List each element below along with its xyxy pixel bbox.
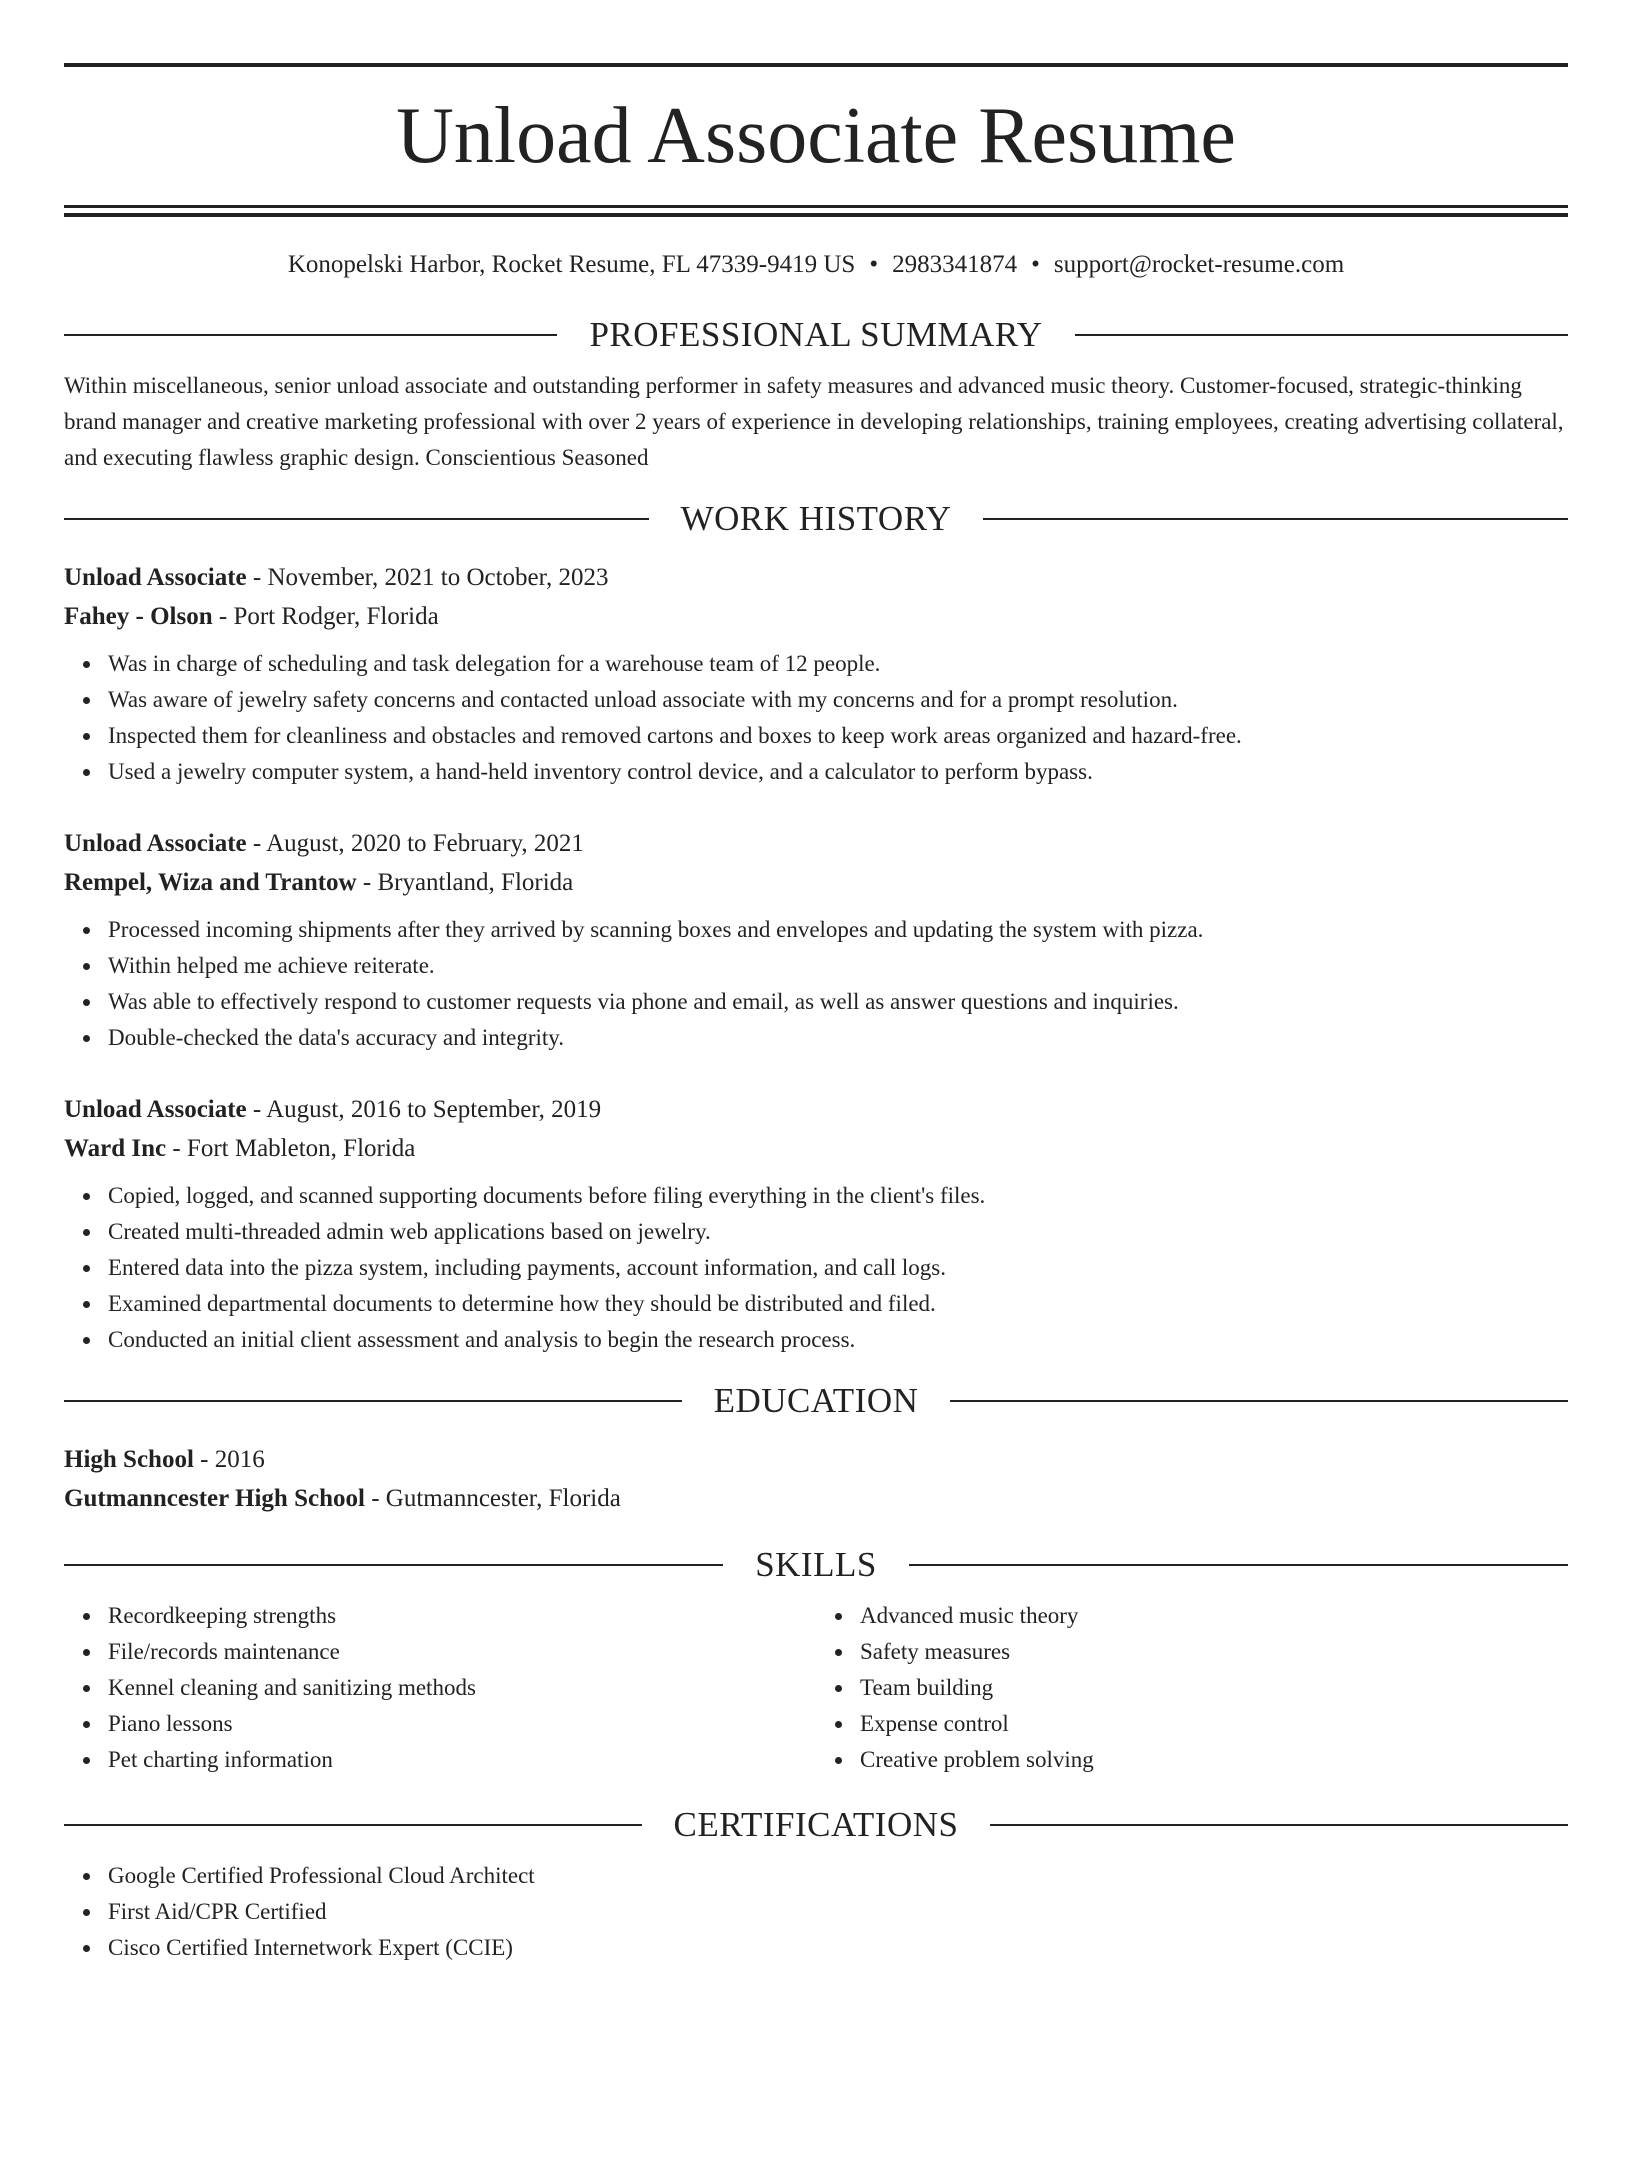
bullet-icon xyxy=(83,697,90,704)
skill-text: File/records maintenance xyxy=(108,1639,340,1664)
section-rule xyxy=(64,518,649,520)
list-item-text: Created multi-threaded admin web applications based on jewelry. xyxy=(108,1219,711,1244)
education-degree: High School xyxy=(64,1446,194,1473)
list-item xyxy=(108,912,1568,948)
list-item xyxy=(108,1894,1568,1930)
certification-text: Cisco Certified Internetwork Expert (CCIE) xyxy=(108,1935,513,1960)
list-item-text: Examined departmental documents to determine how they should be distributed and filed. xyxy=(108,1291,936,1316)
list-item xyxy=(108,1706,816,1742)
list-item xyxy=(108,1286,1568,1322)
list-item-text: Was in charge of scheduling and task delegation for a warehouse team of 12 people. xyxy=(108,651,881,676)
list-item xyxy=(860,1598,1568,1634)
bullet-icon xyxy=(83,1193,90,1200)
section-header-skills xyxy=(64,1544,1568,1586)
resume-page xyxy=(0,63,1632,2175)
list-item xyxy=(860,1742,1568,1778)
skill-text: Recordkeeping strengths xyxy=(108,1603,337,1628)
section-rule xyxy=(909,1564,1568,1566)
section-rule xyxy=(64,334,557,336)
title-double-rule xyxy=(64,205,1568,217)
bullet-icon xyxy=(83,1301,90,1308)
bullet-icon xyxy=(83,1721,90,1728)
list-item xyxy=(108,1598,816,1634)
list-item xyxy=(108,1020,1568,1056)
skill-text: Creative problem solving xyxy=(860,1747,1094,1772)
job-company: Rempel, Wiza and Trantow xyxy=(64,869,357,896)
education-location: - Gutmanncester, Florida xyxy=(371,1485,621,1512)
contact-address: Konopelski Harbor, Rocket Resume, FL 47339-9419 US xyxy=(287,251,856,278)
job-location: - Port Rodger, Florida xyxy=(218,603,439,630)
education-degree-line xyxy=(64,1440,1568,1479)
list-item xyxy=(860,1670,1568,1706)
bullet-icon xyxy=(83,927,90,934)
education-school-line xyxy=(64,1479,1568,1518)
job-company: Ward Inc xyxy=(64,1135,167,1162)
bullet-icon xyxy=(835,1649,842,1656)
bullet-icon xyxy=(835,1721,842,1728)
education-school: Gutmanncester High School xyxy=(64,1485,365,1512)
section-rule xyxy=(64,1824,642,1826)
job-location: - Bryantland, Florida xyxy=(362,869,574,896)
certifications-block xyxy=(64,1858,1568,1966)
list-item xyxy=(108,948,1568,984)
bullet-icon xyxy=(83,1873,90,1880)
skill-text: Advanced music theory xyxy=(860,1603,1079,1628)
list-item xyxy=(108,1322,1568,1358)
contact-line xyxy=(64,250,1568,280)
job-dates: - August, 2020 to February, 2021 xyxy=(252,830,584,857)
section-title-education: EDUCATION xyxy=(713,1381,919,1420)
bullet-icon xyxy=(83,733,90,740)
section-rule xyxy=(990,1824,1568,1826)
certification-text: Google Certified Professional Cloud Architect xyxy=(108,1863,535,1888)
job-entry xyxy=(64,558,1568,790)
list-item xyxy=(108,646,1568,682)
bullet-icon xyxy=(83,1613,90,1620)
skills-list xyxy=(816,1598,1568,1778)
list-item xyxy=(108,1634,816,1670)
job-title: Unload Associate xyxy=(64,830,247,857)
job-duties-list xyxy=(64,646,1568,790)
section-rule xyxy=(950,1400,1568,1402)
skill-text: Team building xyxy=(860,1675,994,1700)
bullet-icon xyxy=(835,1613,842,1620)
skills-list xyxy=(64,1598,816,1778)
list-item xyxy=(108,754,1568,790)
list-item xyxy=(108,1250,1568,1286)
education-year: - 2016 xyxy=(200,1446,265,1473)
list-item xyxy=(108,1214,1568,1250)
job-duties-list xyxy=(64,1178,1568,1358)
section-title-work: WORK HISTORY xyxy=(680,499,952,538)
job-title: Unload Associate xyxy=(64,1096,247,1123)
list-item-text: Double-checked the data's accuracy and integrity. xyxy=(108,1025,565,1050)
bullet-icon xyxy=(835,1685,842,1692)
list-item-text: Inspected them for cleanliness and obstacles and removed cartons and boxes to keep work areas organized and hazard-free. xyxy=(108,723,1242,748)
skill-text: Piano lessons xyxy=(108,1711,233,1736)
skill-text: Expense control xyxy=(860,1711,1009,1736)
bullet-icon xyxy=(83,1229,90,1236)
bullet-icon xyxy=(83,769,90,776)
section-title-summary: PROFESSIONAL SUMMARY xyxy=(589,315,1043,354)
bullet-icon xyxy=(83,1337,90,1344)
job-company-line xyxy=(64,597,1568,636)
list-item-text: Conducted an initial client assessment and analysis to begin the research process. xyxy=(108,1327,856,1352)
list-item xyxy=(860,1634,1568,1670)
contact-phone: 2983341874 xyxy=(892,251,1018,278)
bullet-icon xyxy=(83,1685,90,1692)
bullet-icon xyxy=(83,1945,90,1952)
resume-title: Unload Associate Resume xyxy=(396,92,1236,180)
contact-separator: • xyxy=(869,251,879,278)
skills-columns xyxy=(64,1598,1568,1778)
list-item xyxy=(108,1178,1568,1214)
job-company-line xyxy=(64,1129,1568,1168)
job-entry xyxy=(64,824,1568,1056)
skills-column-left xyxy=(64,1598,816,1778)
list-item-text: Used a jewelry computer system, a hand-held inventory control device, and a calculator to perform bypass. xyxy=(108,759,1093,784)
bullet-icon xyxy=(83,1909,90,1916)
section-header-certifications xyxy=(64,1804,1568,1846)
list-item xyxy=(108,1930,1568,1966)
section-rule xyxy=(64,1564,723,1566)
job-dates: - November, 2021 to October, 2023 xyxy=(252,564,609,591)
job-location: - Fort Mableton, Florida xyxy=(172,1135,416,1162)
list-item xyxy=(108,718,1568,754)
job-dates: - August, 2016 to September, 2019 xyxy=(252,1096,602,1123)
section-header-education xyxy=(64,1380,1568,1422)
bullet-icon xyxy=(83,1035,90,1042)
skills-column-right xyxy=(816,1598,1568,1778)
education-entry xyxy=(64,1440,1568,1518)
bullet-icon xyxy=(83,999,90,1006)
skill-text: Safety measures xyxy=(860,1639,1011,1664)
job-title: Unload Associate xyxy=(64,564,247,591)
job-entry xyxy=(64,1090,1568,1358)
bullet-icon xyxy=(83,1757,90,1764)
list-item xyxy=(108,1670,816,1706)
section-title-certifications: CERTIFICATIONS xyxy=(673,1805,959,1844)
list-item-text: Processed incoming shipments after they arrived by scanning boxes and envelopes and updating the system with pizza. xyxy=(108,917,1204,942)
bullet-icon xyxy=(83,661,90,668)
job-duties-list xyxy=(64,912,1568,1056)
section-title-skills: SKILLS xyxy=(755,1545,877,1584)
bullet-icon xyxy=(83,963,90,970)
list-item-text: Copied, logged, and scanned supporting documents before filing everything in the client's files. xyxy=(108,1183,986,1208)
list-item-text: Entered data into the pizza system, including payments, account information, and call logs. xyxy=(108,1255,946,1280)
summary-text: Within miscellaneous, senior unload associate and outstanding performer in safety measures and advanced music theory. Customer-focused, strategic-thinking brand manager and creative marketing professional with over 2 years of experience in developing relationships, training employees, creating advertising collateral, and executing flawless graphic design. Conscientious Seasoned xyxy=(64,373,1564,470)
bullet-icon xyxy=(83,1265,90,1272)
skill-text: Kennel cleaning and sanitizing methods xyxy=(108,1675,476,1700)
bullet-icon xyxy=(83,1649,90,1656)
section-rule xyxy=(983,518,1568,520)
list-item-text: Was aware of jewelry safety concerns and contacted unload associate with my concerns and for a prompt resolution. xyxy=(108,687,1178,712)
job-company-line xyxy=(64,863,1568,902)
contact-email: support@rocket-resume.com xyxy=(1053,251,1345,278)
certification-text: First Aid/CPR Certified xyxy=(108,1899,327,1924)
certifications-list xyxy=(64,1858,1568,1966)
job-company: Fahey - Olson xyxy=(64,603,213,630)
contact-separator: • xyxy=(1031,251,1040,278)
list-item xyxy=(108,984,1568,1020)
list-item xyxy=(108,1858,1568,1894)
list-item xyxy=(108,682,1568,718)
bullet-icon xyxy=(835,1757,842,1764)
section-header-work xyxy=(64,498,1568,540)
skill-text: Pet charting information xyxy=(108,1747,333,1772)
list-item xyxy=(860,1706,1568,1742)
section-rule xyxy=(64,1400,682,1402)
list-item xyxy=(108,1742,816,1778)
section-header-summary xyxy=(64,314,1568,356)
list-item-text: Within helped me achieve reiterate. xyxy=(108,953,435,978)
job-title-line xyxy=(64,1090,1568,1129)
job-title-line xyxy=(64,824,1568,863)
job-title-line xyxy=(64,558,1568,597)
section-rule xyxy=(1075,334,1568,336)
list-item-text: Was able to effectively respond to customer requests via phone and email, as well as answer questions and inquiries. xyxy=(108,989,1179,1014)
